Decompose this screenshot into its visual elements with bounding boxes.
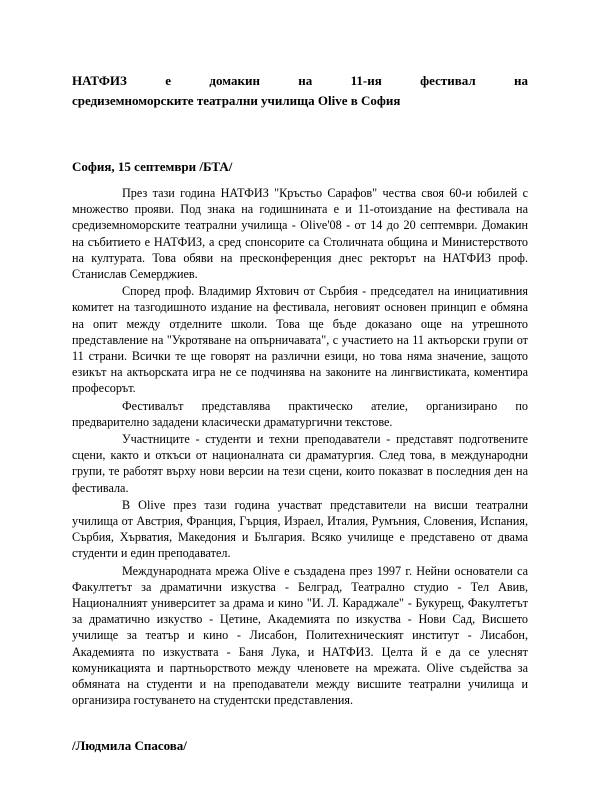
article-paragraph: Според проф. Владимир Яхтович от Сърбия - председател на инициативния комитет на тазгодишното издание на фестивала, неговият основен принцип е обмяна на опит между отделните школи. Това ще бъде доказано още на утрешното представление на "Укротяване на опърничавата", с участието на 11 актьорски групи от 11 страни. Всички те ще говорят на различни езици, но това няма значение, защото езикът на актьорската игра не се подчинява на законите на лингвистиката, коментира професорът. bbox=[72, 284, 528, 396]
article-title-line-2: средиземноморските театрални училища Olive в София bbox=[72, 93, 401, 108]
article-paragraph: Участниците - студенти и техни преподаватели - представят подготвените сцени, както и откъси от националната си драматургия. След това, в международни групи, те работят върху нови версии на тези сцени, които показват в последния ден на фестивала. bbox=[72, 432, 528, 495]
article-author: /Людмила Спасова/ bbox=[72, 738, 187, 753]
article-title bbox=[72, 71, 528, 111]
article-paragraph: Международната мрежа Olive е създадена през 1997 г. Нейни основатели са Факултетът за драматични изкуства - Белград, Театрално студио - Тел Авив, Националният университет за драма и кино "И. Л. Караджале" - Букурещ, Факултетът за драматично изкуство - Цетине, Академията по изкуства - Нови Сад, Висшето училище за театър и кино - Лисабон, Политехническият институт - Лисабон, Академията по изкуствата - Баня Лука, и НАТФИЗ. Целта й е да се улеснят комуникацията и партньорството между членовете на мрежата. Olive съдейства за обмяната на студенти и на преподаватели между висшите театрални училища и организира гостуването на студентски представления. bbox=[72, 563, 528, 708]
article-paragraph: Фестивалът представлява практическо ателие, организирано по предварително зададени класически драматургични текстове. bbox=[72, 398, 528, 429]
article-body bbox=[72, 185, 528, 710]
article-dateline: София, 15 септември /БТА/ bbox=[72, 159, 233, 174]
article-paragraph: През тази година НАТФИЗ "Кръстьо Сарафов" чества своя 60-и юбилей с множество прояви. Под знака на годишнината е и 11-отоиздание на фестивала на средиземноморските театрални училища - Olive'08 - от 14 до 20 септември. Домакин на събитието е НАТФИЗ, а сред спонсорите са Столичната община и Министерството на културата. Това обяви на пресконференция днес ректорът на НАТФИЗ проф. Станислав Семерджиев. bbox=[72, 186, 528, 282]
article-paragraph: В Olive през тази година участват представители на висши театрални училища от Австрия, Франция, Гърция, Израел, Италия, Румъния, Словения, Испания, Сърбия, Хърватия, Македония и България. Всяко училище е представено от двама студенти и един преподавател. bbox=[72, 497, 528, 561]
article-title-line-1: НАТФИЗ е домакин на 11-ия фестивал на bbox=[72, 73, 528, 88]
